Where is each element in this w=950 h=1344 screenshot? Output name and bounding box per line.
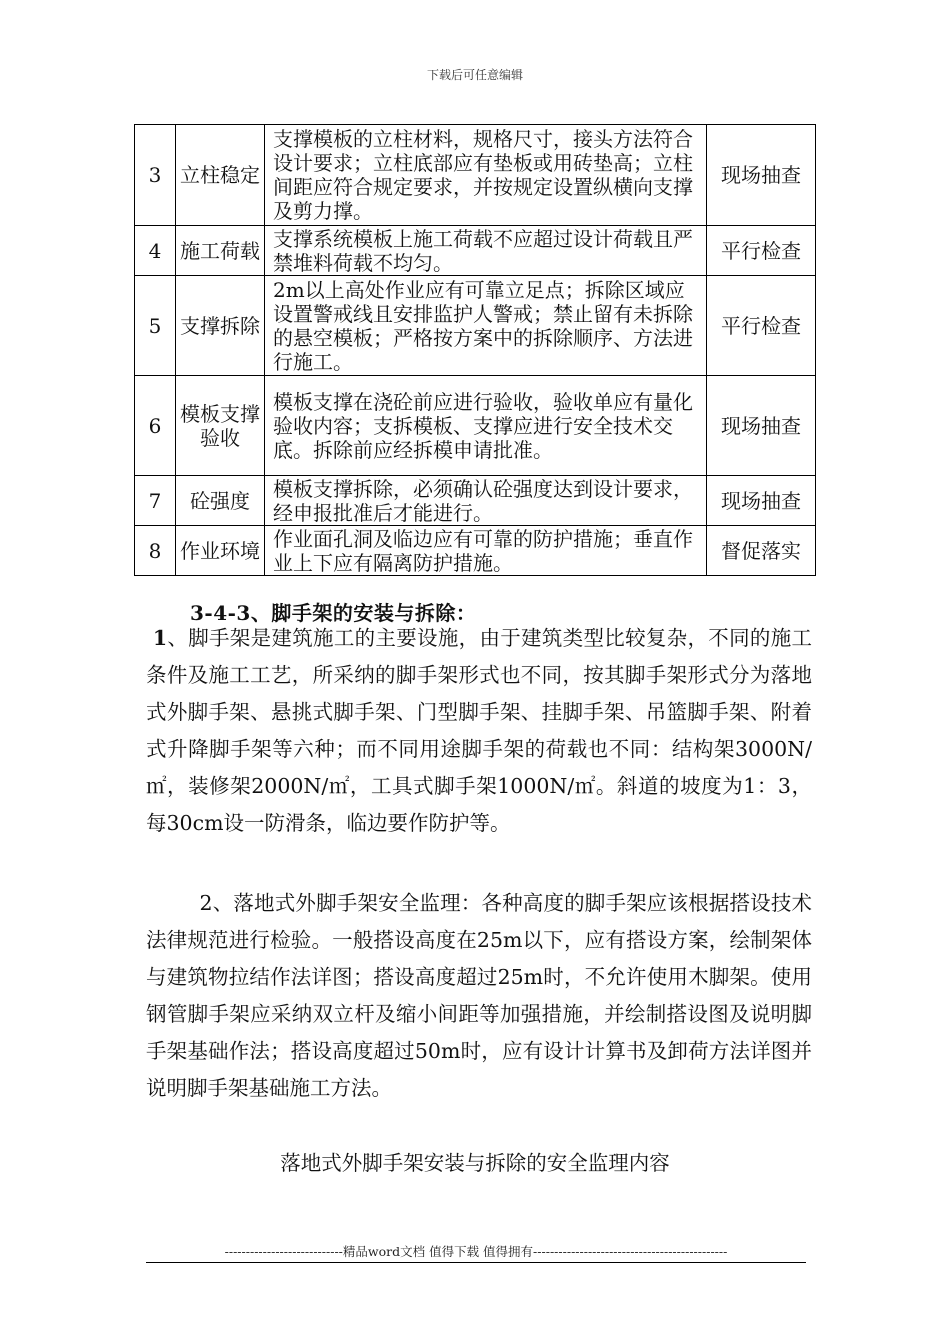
row-number: 6	[135, 376, 176, 476]
row-item: 模板支撑验收	[176, 376, 265, 476]
table-row	[135, 376, 816, 476]
row-content: 支撑系统模板上施工荷载不应超过设计荷载且严禁堆料荷载不均匀。	[265, 226, 707, 276]
row-method: 现场抽查	[707, 476, 816, 526]
row-number: 3	[135, 125, 176, 226]
row-number: 5	[135, 276, 176, 376]
paragraph-2-text: 2、落地式外脚手架安全监理：各种高度的脚手架应该根据搭设技术法律规范进行检验。一般搭设高度在25m以下，应有搭设方案，绘制架体与建筑物拉结作法详图；搭设高度超过25m时，不允许使用木脚架。使用钢管脚手架应采纳双立杆及缩小间距等加强措施，并绘制搭设图及说明脚手架基础作法；搭设高度超过50m时，应有设计计算书及卸荷方法详图并说明脚手架基础施工方法。	[146, 891, 812, 1100]
table-row	[135, 125, 816, 226]
row-method: 平行检查	[707, 226, 816, 276]
safety-check-table	[134, 124, 816, 576]
row-item: 立柱稳定	[176, 125, 265, 226]
table-row	[135, 226, 816, 276]
row-item: 施工荷载	[176, 226, 265, 276]
row-number: 8	[135, 526, 176, 576]
row-method: 现场抽查	[707, 376, 816, 476]
paragraph-1	[146, 620, 812, 842]
paragraph-1-lead: 1	[152, 626, 168, 650]
row-number: 7	[135, 476, 176, 526]
row-content: 模板支撑拆除，必须确认砼强度达到设计要求，经申报批准后才能进行。	[265, 476, 707, 526]
row-method: 现场抽查	[707, 125, 816, 226]
row-item: 作业环境	[176, 526, 265, 576]
paragraph-1-text: 、脚手架是建筑施工的主要设施，由于建筑类型比较复杂，不同的施工条件及施工工艺，所采纳的脚手架形式也不同，按其脚手架形式分为落地式外脚手架、悬挑式脚手架、门型脚手架、挂脚手架、吊篮脚手架、附着式升降脚手架等六种；而不同用途脚手架的荷载也不同：结构架3000N/㎡，装修架2000N/㎡，工具式脚手架1000N/㎡。斜道的坡度为1：3，每30cm设一防滑条，临边要作防护等。	[146, 626, 812, 835]
row-content: 模板支撑在浇砼前应进行验收，验收单应有量化验收内容；支拆模板、支撑应进行安全技术交底。拆除前应经拆模申请批准。	[265, 376, 707, 476]
row-method: 督促落实	[707, 526, 816, 576]
page-footer: ----------------------------精品word文档 值得下载 值得拥有----------------------------------------------	[146, 1242, 806, 1263]
table-row	[135, 276, 816, 376]
table-caption: 落地式外脚手架安装与拆除的安全监理内容	[280, 1151, 670, 1175]
row-content: 2m以上高处作业应有可靠立足点；拆除区域应设置警戒线且安排监护人警戒；禁止留有未拆除的悬空模板；严格按方案中的拆除顺序、方法进行施工。	[265, 276, 707, 376]
row-method: 平行检查	[707, 276, 816, 376]
row-content: 作业面孔洞及临边应有可靠的防护措施；垂直作业上下应有隔离防护措施。	[265, 526, 707, 576]
row-item: 砼强度	[176, 476, 265, 526]
paragraph-2	[146, 885, 812, 1107]
table-row	[135, 476, 816, 526]
table-row	[135, 526, 816, 576]
row-content: 支撑模板的立柱材料，规格尺寸，接头方法符合设计要求；立柱底部应有垫板或用砖垫高；立柱间距应符合规定要求，并按规定设置纵横向支撑及剪力撑。	[265, 125, 707, 226]
row-number: 4	[135, 226, 176, 276]
row-item: 支撑拆除	[176, 276, 265, 376]
section-title: 3-4-3、脚手架的安装与拆除：	[190, 601, 477, 625]
header-note: 下载后可任意编辑	[426, 68, 523, 82]
